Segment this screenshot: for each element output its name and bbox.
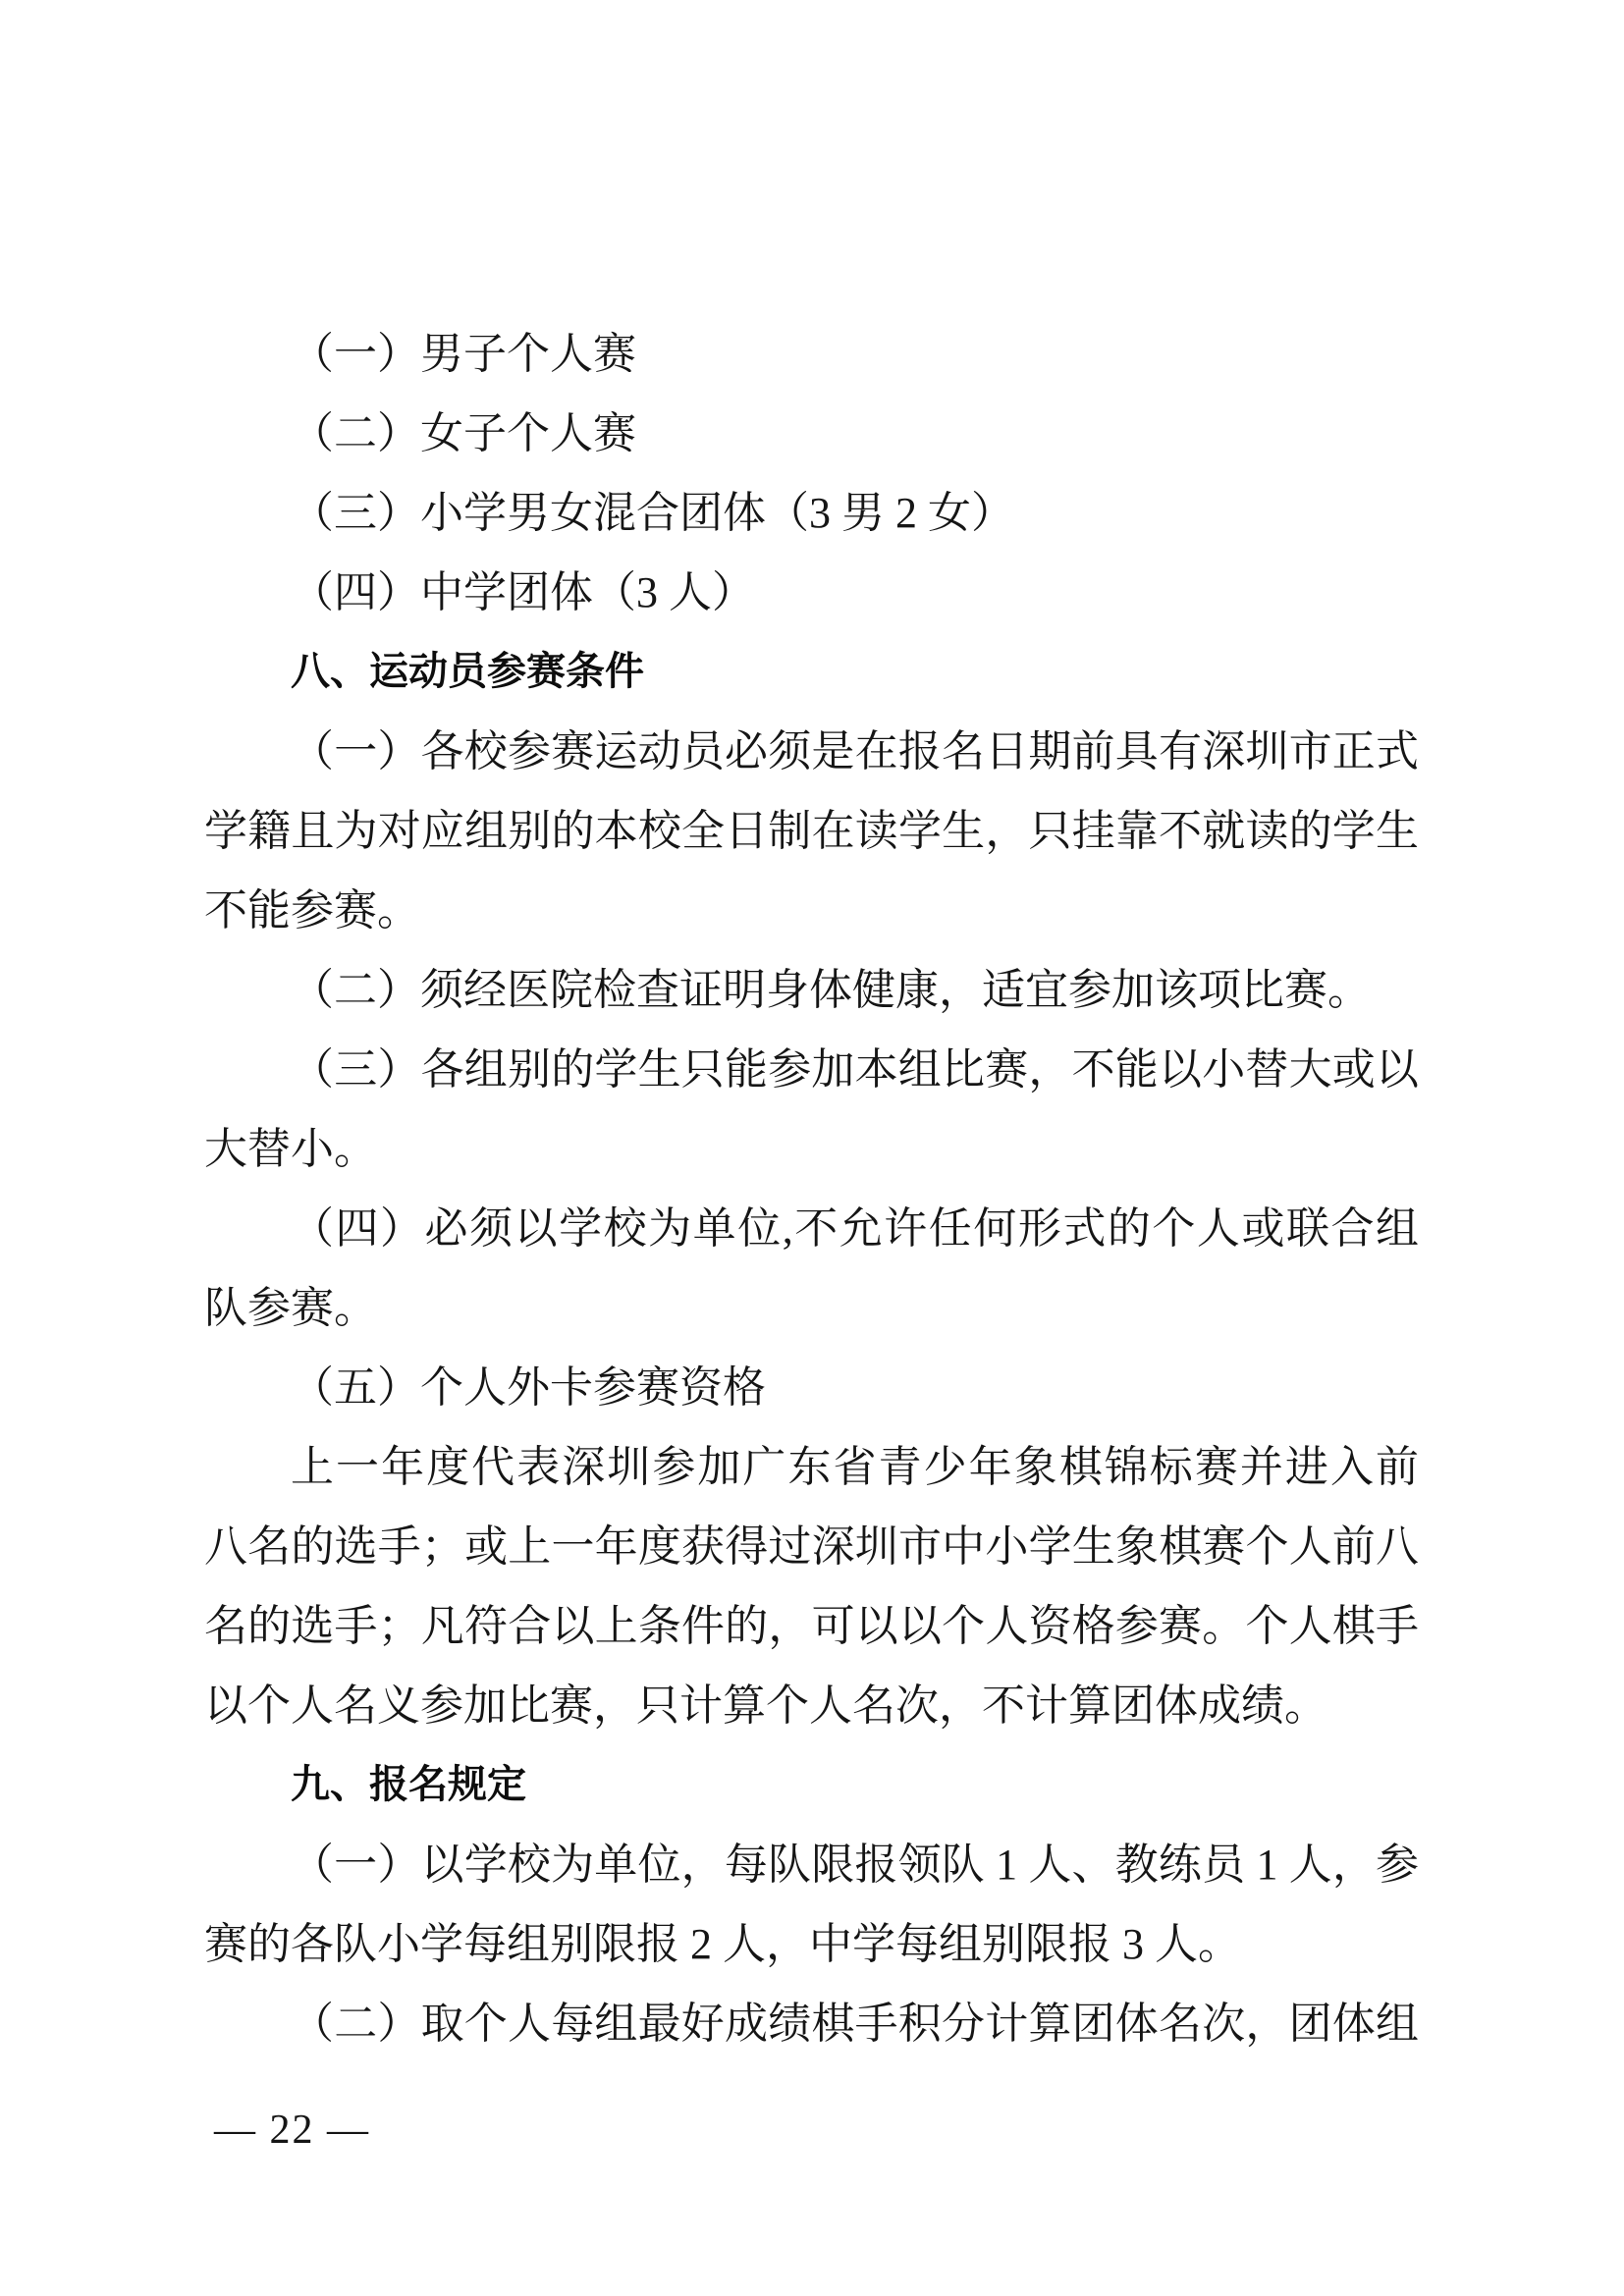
text-line: 不能参赛。 bbox=[204, 886, 420, 934]
text-line: （一）以学校为单位，每队限报领队 1 人、教练员 1 人，参 bbox=[291, 1841, 1419, 1889]
text-line: （三）各组别的学生只能参加本组比赛，不能以小替大或以 bbox=[291, 1045, 1419, 1094]
page-number: — 22 — bbox=[214, 2108, 370, 2153]
text-line: 赛的各队小学每组别限报 2 人，中学每组别限报 3 人。 bbox=[204, 1920, 1241, 1968]
text-line: （二）须经医院检查证明身体健康，适宜参加该项比赛。 bbox=[291, 966, 1371, 1014]
text-line: 大替小。 bbox=[204, 1125, 377, 1173]
text-line: 八名的选手；或上一年度获得过深圳市中小学生象棋赛个人前八 bbox=[204, 1522, 1419, 1571]
text-line: 以个人名义参加比赛，只计算个人名次，不计算团体成绩。 bbox=[204, 1682, 1327, 1730]
text-line: 学籍且为对应组别的本校全日制在读学生，只挂靠不就读的学生 bbox=[204, 807, 1419, 855]
text-line: 队参赛。 bbox=[204, 1284, 377, 1332]
text-line: 上一年度代表深圳参加广东省青少年象棋锦标赛并进入前 bbox=[291, 1443, 1419, 1491]
text-line: （五）个人外卡参赛资格 bbox=[291, 1363, 766, 1412]
text-line: （二）女子个人赛 bbox=[291, 409, 636, 457]
text-line: （二）取个人每组最好成绩棋手积分计算团体名次，团体组 bbox=[291, 2000, 1419, 2048]
section-heading: 八、运动员参赛条件 bbox=[291, 650, 644, 693]
text-line: （一）男子个人赛 bbox=[291, 330, 636, 378]
text-line: （四）必须以学校为单位,不允许任何形式的个人或联合组 bbox=[291, 1204, 1419, 1253]
section-heading: 九、报名规定 bbox=[291, 1763, 526, 1806]
text-line: （三）小学男女混合团体（3 男 2 女） bbox=[291, 489, 1014, 537]
text-line: （四）中学团体（3 人） bbox=[291, 568, 755, 616]
text-line: 名的选手；凡符合以上条件的，可以以个人资格参赛。个人棋手 bbox=[204, 1602, 1419, 1650]
text-line: （一）各校参赛运动员必须是在报名日期前具有深圳市正式 bbox=[291, 727, 1419, 775]
